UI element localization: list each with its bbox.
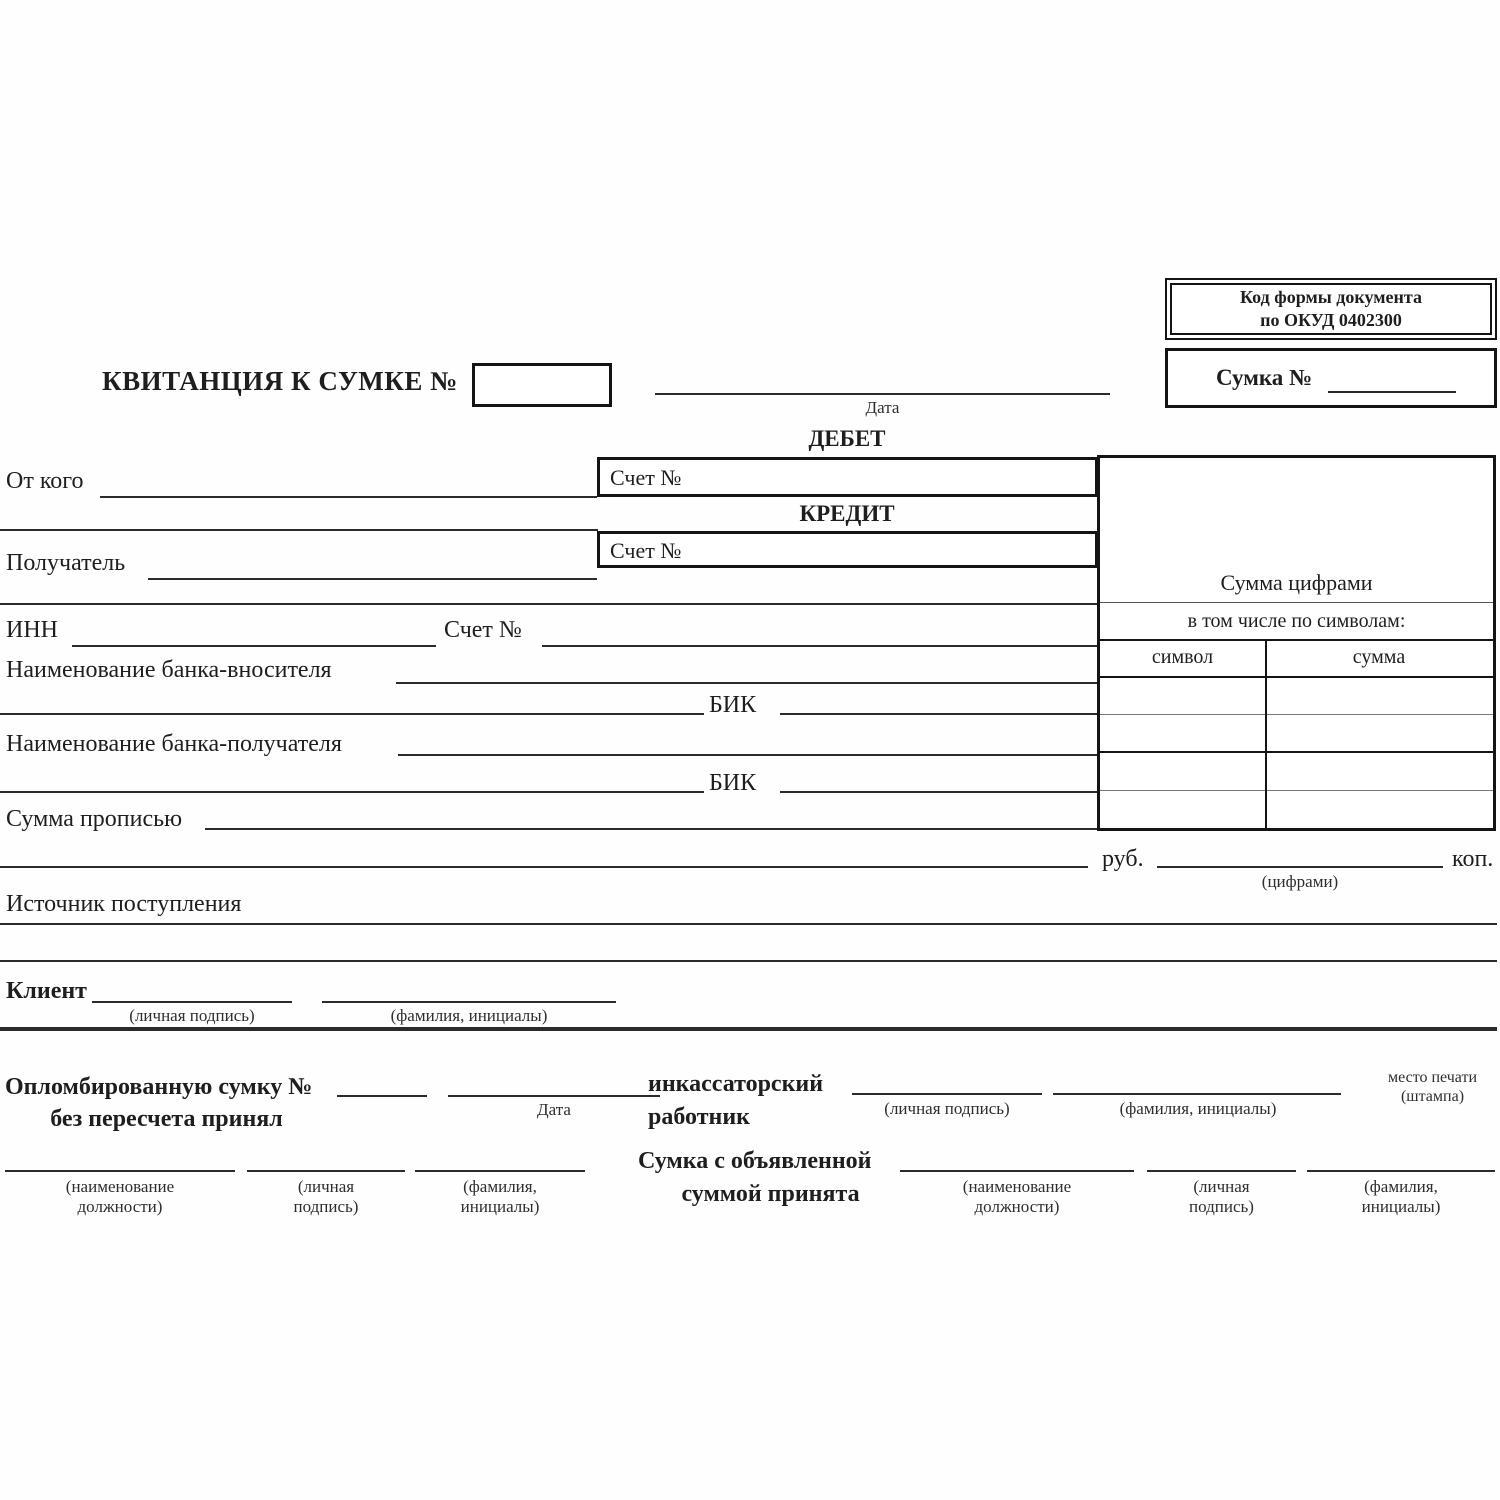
right-position-note-l1: (наименование [962, 1177, 1072, 1196]
bik1-label: БИК [709, 692, 757, 718]
from-extra-line[interactable] [0, 529, 598, 531]
recipient-bank-label: Наименование банка-получателя [6, 731, 342, 757]
sealed-bag-number-line[interactable] [337, 1095, 427, 1097]
client-signature-line[interactable] [92, 1001, 292, 1003]
left-signature-note-l1: (личная [297, 1177, 355, 1196]
symbol-column-header: символ [1151, 646, 1214, 668]
collector-name-note: (фамилия, инициалы) [1119, 1099, 1277, 1118]
debit-account-box[interactable] [597, 457, 1098, 497]
declared-sum-label-line2: суммой принята [681, 1181, 860, 1207]
amount-words-field-line[interactable] [205, 828, 1098, 830]
right-position-note [920, 1177, 1114, 1218]
sealed-bag-label-line2: без пересчета принял [50, 1106, 283, 1132]
section-divider [0, 1027, 1497, 1031]
inn-field-line[interactable] [72, 645, 436, 647]
bag-number-field-line[interactable] [1328, 391, 1456, 393]
left-initials-note-l1: (фамилия, [463, 1177, 537, 1196]
left-position-note [15, 1177, 225, 1218]
bag-number-box [1165, 348, 1497, 408]
right-initials-note [1312, 1177, 1490, 1218]
sealed-bag-date-label: Дата [537, 1100, 571, 1119]
source-extra-line[interactable] [0, 960, 1497, 962]
recipient-bank-field-line[interactable] [398, 754, 1098, 756]
collector-name-line[interactable] [1053, 1093, 1341, 1095]
stamp-place-label-line2: (штампа) [1400, 1088, 1465, 1105]
including-symbols-label: в том числе по символам: [1187, 610, 1406, 632]
right-signature-note-l2: подпись) [1189, 1197, 1254, 1217]
okud-line1: Код формы документа [1240, 286, 1422, 307]
right-initials-note-l1: (фамилия, [1364, 1177, 1438, 1196]
left-signature-note [252, 1177, 400, 1218]
okud-code-box [1165, 278, 1497, 340]
account-field-line[interactable] [542, 645, 1098, 647]
kop-label: коп. [1452, 846, 1494, 872]
right-signature-note [1152, 1177, 1291, 1218]
form-title: КВИТАНЦИЯ К СУМКЕ № [102, 366, 458, 396]
declared-sum-label-line1: Сумка с объявленной [638, 1148, 872, 1174]
client-name-line[interactable] [322, 1001, 616, 1003]
okud-line2: по ОКУД 0402300 [1260, 310, 1402, 330]
bik2-label: БИК [709, 770, 757, 796]
left-signature-note-l2: подпись) [293, 1197, 359, 1217]
from-label: От кого [6, 468, 84, 494]
left-position-note-l2: должности) [77, 1197, 163, 1217]
collector-label-line1: инкассаторский [648, 1071, 824, 1097]
left-initials-note-l2: инициалы) [460, 1197, 540, 1217]
recipient-extra-line[interactable] [0, 603, 1098, 605]
left-position-note-l1: (наименование [65, 1177, 175, 1196]
symbol-column-divider [1265, 641, 1267, 828]
right-initials-note-l2: инициалы) [1361, 1197, 1441, 1217]
left-position-line[interactable] [5, 1170, 235, 1172]
receipt-number-box[interactable] [472, 363, 612, 407]
stamp-place-label-line1: место печати [1387, 1069, 1478, 1086]
symbol-row-1[interactable] [1100, 678, 1493, 715]
client-name-note: (фамилия, инициалы) [390, 1006, 548, 1025]
symbol-row-4[interactable] [1100, 791, 1493, 828]
left-signature-line[interactable] [247, 1170, 405, 1172]
symbol-row-2[interactable] [1100, 715, 1493, 753]
client-label: Клиент [6, 978, 87, 1004]
source-label: Источник поступления [6, 891, 242, 917]
bag-number-label: Сумка № [1216, 365, 1313, 390]
client-signature-note: (личная подпись) [129, 1006, 255, 1025]
left-initials-note [420, 1177, 580, 1218]
right-signature-line[interactable] [1147, 1170, 1296, 1172]
kopeks-field-line[interactable] [1157, 866, 1443, 868]
credit-header: КРЕДИТ [799, 501, 895, 526]
source-field-line[interactable] [0, 923, 1497, 925]
okud-code-inner [1170, 283, 1492, 335]
credit-account-label: Счет № [610, 538, 682, 563]
collector-label-line2: работник [648, 1104, 750, 1130]
sealed-bag-label-line1: Опломбированную сумку № [5, 1074, 313, 1100]
amount-words-label: Сумма прописью [6, 806, 183, 832]
date-field-line[interactable] [655, 393, 1110, 395]
right-position-note-l2: должности) [974, 1197, 1060, 1217]
date-label: Дата [865, 398, 900, 417]
account-label: Счет № [444, 617, 522, 643]
bik2-field-line[interactable] [780, 791, 1098, 793]
depositor-bank-field-line[interactable] [396, 682, 1098, 684]
recipient-bank-extra-line[interactable] [0, 791, 704, 793]
sum-digits-cell[interactable] [1100, 458, 1493, 603]
recipient-field-line[interactable] [148, 578, 597, 580]
rub-label: руб. [1102, 846, 1144, 872]
symbols-header-row [1100, 641, 1493, 678]
debit-account-label: Счет № [610, 465, 682, 490]
sum-column-header: сумма [1352, 646, 1406, 668]
right-initials-line[interactable] [1307, 1170, 1495, 1172]
sealed-bag-date-line[interactable] [448, 1095, 660, 1097]
collector-signature-note: (личная подпись) [884, 1099, 1010, 1118]
right-signature-note-l1: (личная [1193, 1177, 1250, 1196]
symbol-row-3[interactable] [1100, 753, 1493, 791]
left-initials-line[interactable] [415, 1170, 585, 1172]
bik1-field-line[interactable] [780, 713, 1098, 715]
amount-words-extra-line[interactable] [0, 866, 1088, 868]
debit-header: ДЕБЕТ [808, 426, 886, 451]
sum-digits-label: Сумма цифрами [1220, 570, 1373, 595]
including-symbols-cell [1100, 603, 1493, 641]
digits-note-label: (цифрами) [1261, 872, 1339, 891]
credit-account-box[interactable] [597, 531, 1098, 568]
depositor-bank-label: Наименование банка-вносителя [6, 657, 332, 683]
inn-label: ИНН [6, 617, 58, 643]
right-position-line[interactable] [900, 1170, 1134, 1172]
depositor-bank-extra-line[interactable] [0, 713, 704, 715]
collector-signature-line[interactable] [852, 1093, 1042, 1095]
from-field-line[interactable] [100, 496, 597, 498]
sum-figures-box [1097, 455, 1496, 831]
recipient-label: Получатель [6, 550, 126, 576]
